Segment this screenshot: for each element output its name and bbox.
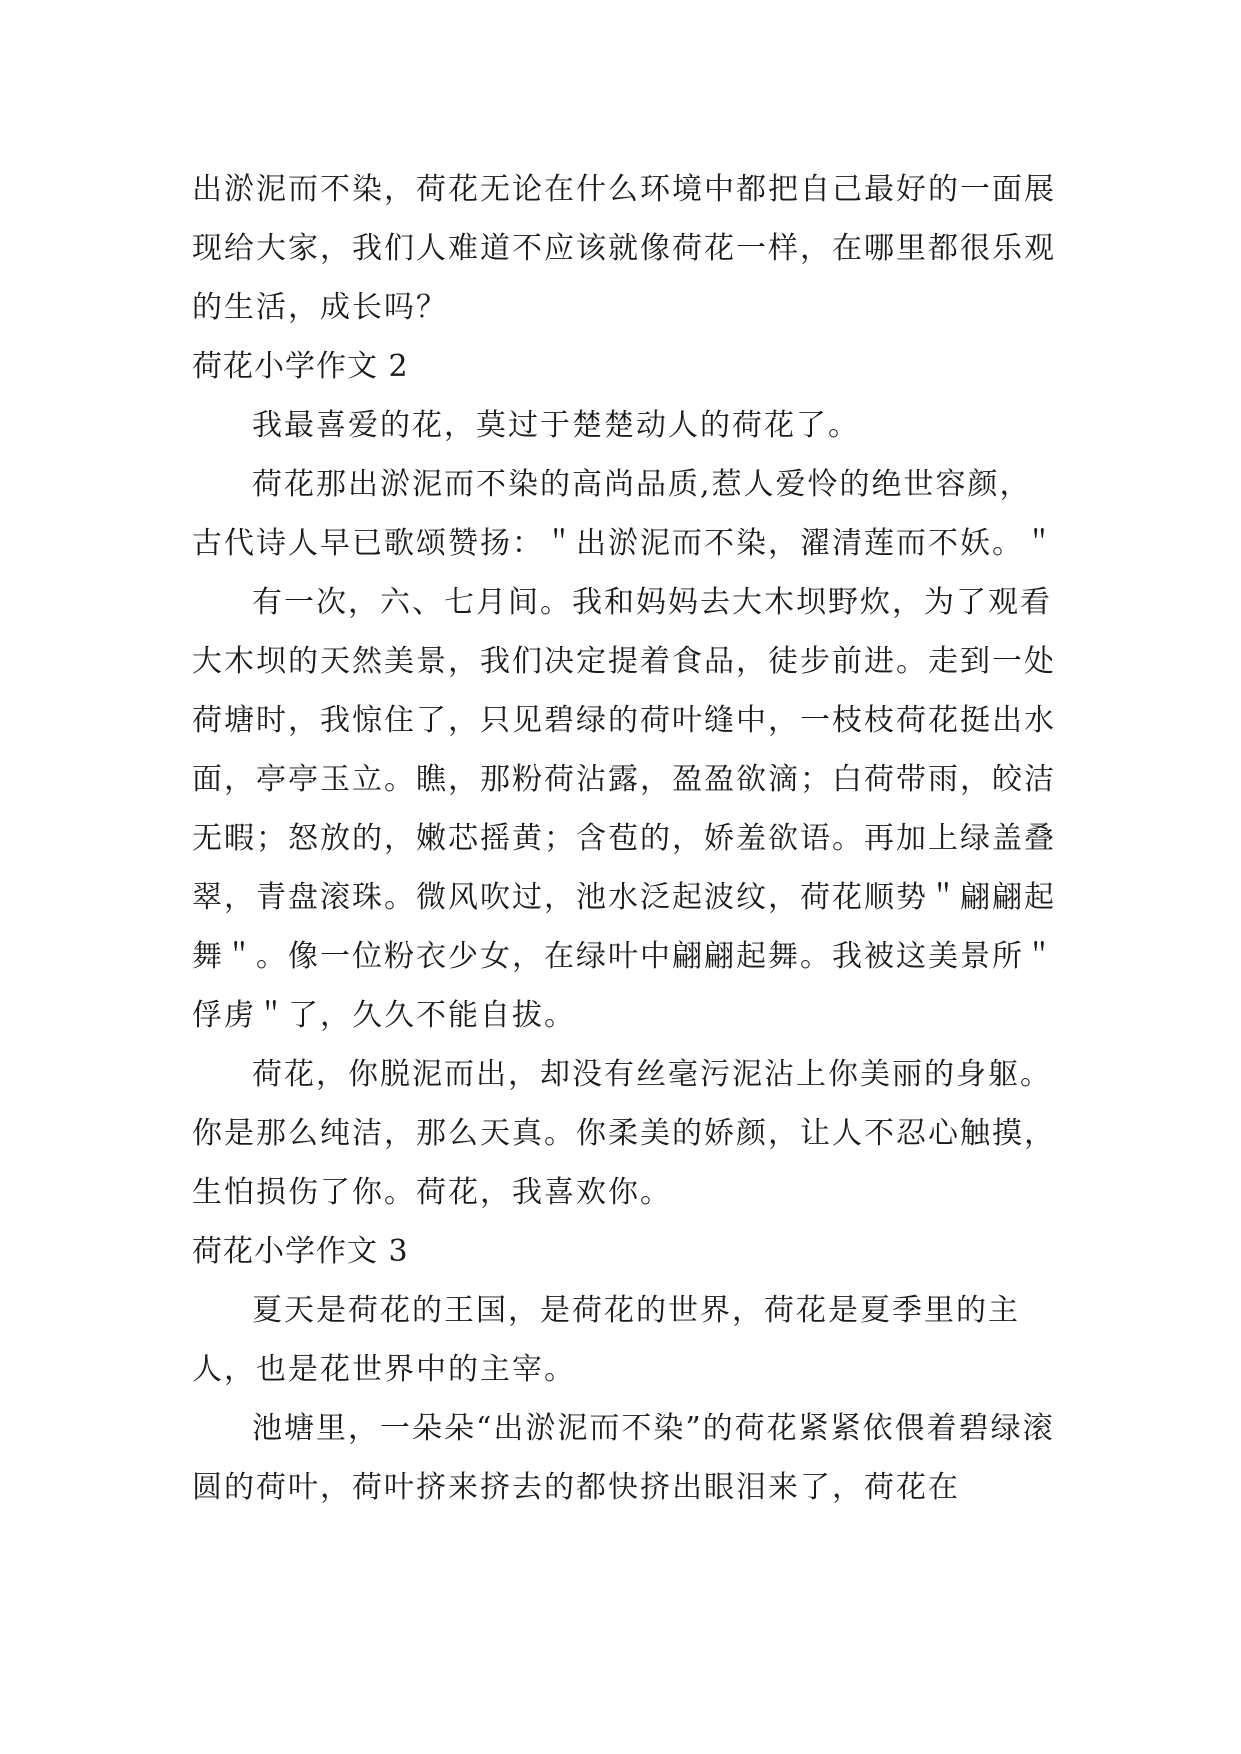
paragraph-pond: 池塘里，一朵朵“出淤泥而不染”的荷花紧紧依偎着碧绿滚圆的荷叶，荷叶挤来挤去的都快挤出眼泪来了，荷花在 <box>192 1411 1055 1505</box>
essay-heading-3: 荷花小学作文 3 <box>192 1234 409 1269</box>
document-body <box>192 160 1062 1517</box>
paragraph-praise: 荷花，你脱泥而出，却没有丝毫污泥沾上你美丽的身躯。你是那么纯洁，那么天真。你柔美的娇颜，让人不忍心触摸，生怕损伤了你。荷花，我喜欢你。 <box>192 1057 1056 1210</box>
paragraph-trip: 有一次，六、七月间。我和妈妈去大木坝野炊，为了观看大木坝的天然美景，我们决定提着食品，徒步前进。走到一处荷塘时，我惊住了，只见碧绿的荷叶缝中，一枝枝荷花挺出水面，亭亭玉立。瞧，那粉荷沾露，盈盈欲滴；白荷带雨，皎洁无暇；怒放的，嫩芯摇黄；含苞的，娇羞欲语。再加上绿盖叠翠，青盘滚珠。微风吹过，池水泛起波纹，荷花顺势＂翩翩起舞＂。像一位粉衣少女，在绿叶中翩翩起舞。我被这美景所＂俘虏＂了，久久不能自拔。 <box>192 585 1056 1033</box>
paragraph-intro: 出淤泥而不染，荷花无论在什么环境中都把自己最好的一面展现给大家，我们人难道不应该就像荷花一样，在哪里都很乐观的生活，成长吗？ <box>192 172 1056 325</box>
paragraph-favorite-flower: 我最喜爱的花，莫过于楚楚动人的荷花了。 <box>252 408 860 443</box>
paragraph-summer: 夏天是荷花的王国，是荷花的世界，荷花是夏季里的主人，也是花世界中的主宰。 <box>192 1293 1020 1387</box>
essay-heading-2: 荷花小学作文 2 <box>192 349 409 384</box>
paragraph-quality: 荷花那出淤泥而不染的高尚品质,惹人爱怜的绝世容颜，古代诗人早已歌颂赞扬：＂出淤泥而不染，濯清莲而不妖。＂ <box>192 467 1056 561</box>
